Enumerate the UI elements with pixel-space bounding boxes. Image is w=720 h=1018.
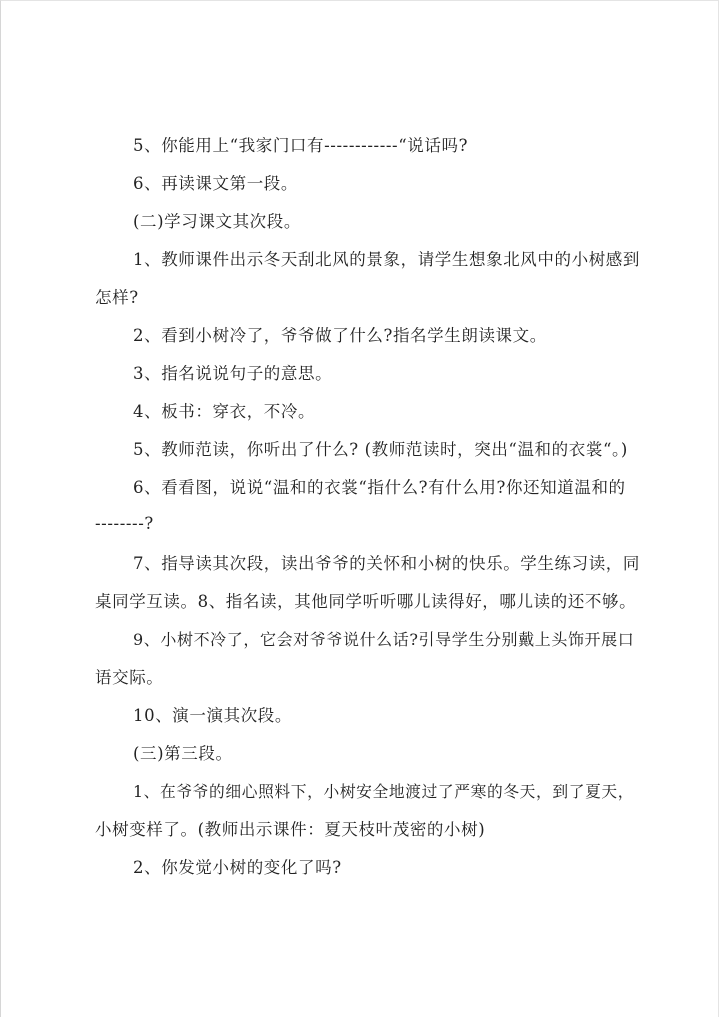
section-heading: (三)第三段。 <box>133 744 233 763</box>
paragraph-continuation: --------? <box>95 514 154 533</box>
section-heading: (二)学习课文其次段。 <box>133 212 301 231</box>
paragraph: 5、你能用上“我家门口有------------“说话吗? <box>133 136 469 155</box>
paragraph-continuation: 怎样? <box>95 288 139 307</box>
paragraph-continuation: 小树变样了。(教师出示课件：夏天枝叶茂密的小树) <box>95 820 486 839</box>
paragraph: 2、你发觉小树的变化了吗? <box>133 858 342 877</box>
paragraph: 10、演一演其次段。 <box>133 706 292 725</box>
paragraph: 1、教师课件出示冬天刮北风的景象，请学生想象北风中的小树感到 <box>133 250 640 269</box>
paragraph: 6、看看图，说说“温和的衣裳“指什么?有什么用?你还知道温和的 <box>133 478 626 497</box>
paragraph: 9、小树不冷了，它会对爷爷说什么话?引导学生分别戴上头饰开展口 <box>133 630 635 649</box>
paragraph-continuation: 语交际。 <box>95 668 164 687</box>
paragraph: 6、再读课文第一段。 <box>133 174 298 193</box>
paragraph: 5、教师范读，你听出了什么? (教师范读时，突出“温和的衣裳“。) <box>133 440 628 459</box>
paragraph: 3、指名说说句子的意思。 <box>133 364 333 383</box>
paragraph-continuation: 桌同学互读。8、指名读，其他同学听听哪儿读得好，哪儿读的还不够。 <box>95 592 637 611</box>
paragraph: 7、指导读其次段，读出爷爷的关怀和小树的快乐。学生练习读，同 <box>133 554 640 573</box>
paragraph: 4、板书：穿衣，不冷。 <box>133 402 316 421</box>
paragraph: 1、在爷爷的细心照料下，小树安全地渡过了严寒的冬天，到了夏天， <box>133 782 635 801</box>
paragraph: 2、看到小树冷了，爷爷做了什么?指名学生朗读课文。 <box>133 326 547 345</box>
